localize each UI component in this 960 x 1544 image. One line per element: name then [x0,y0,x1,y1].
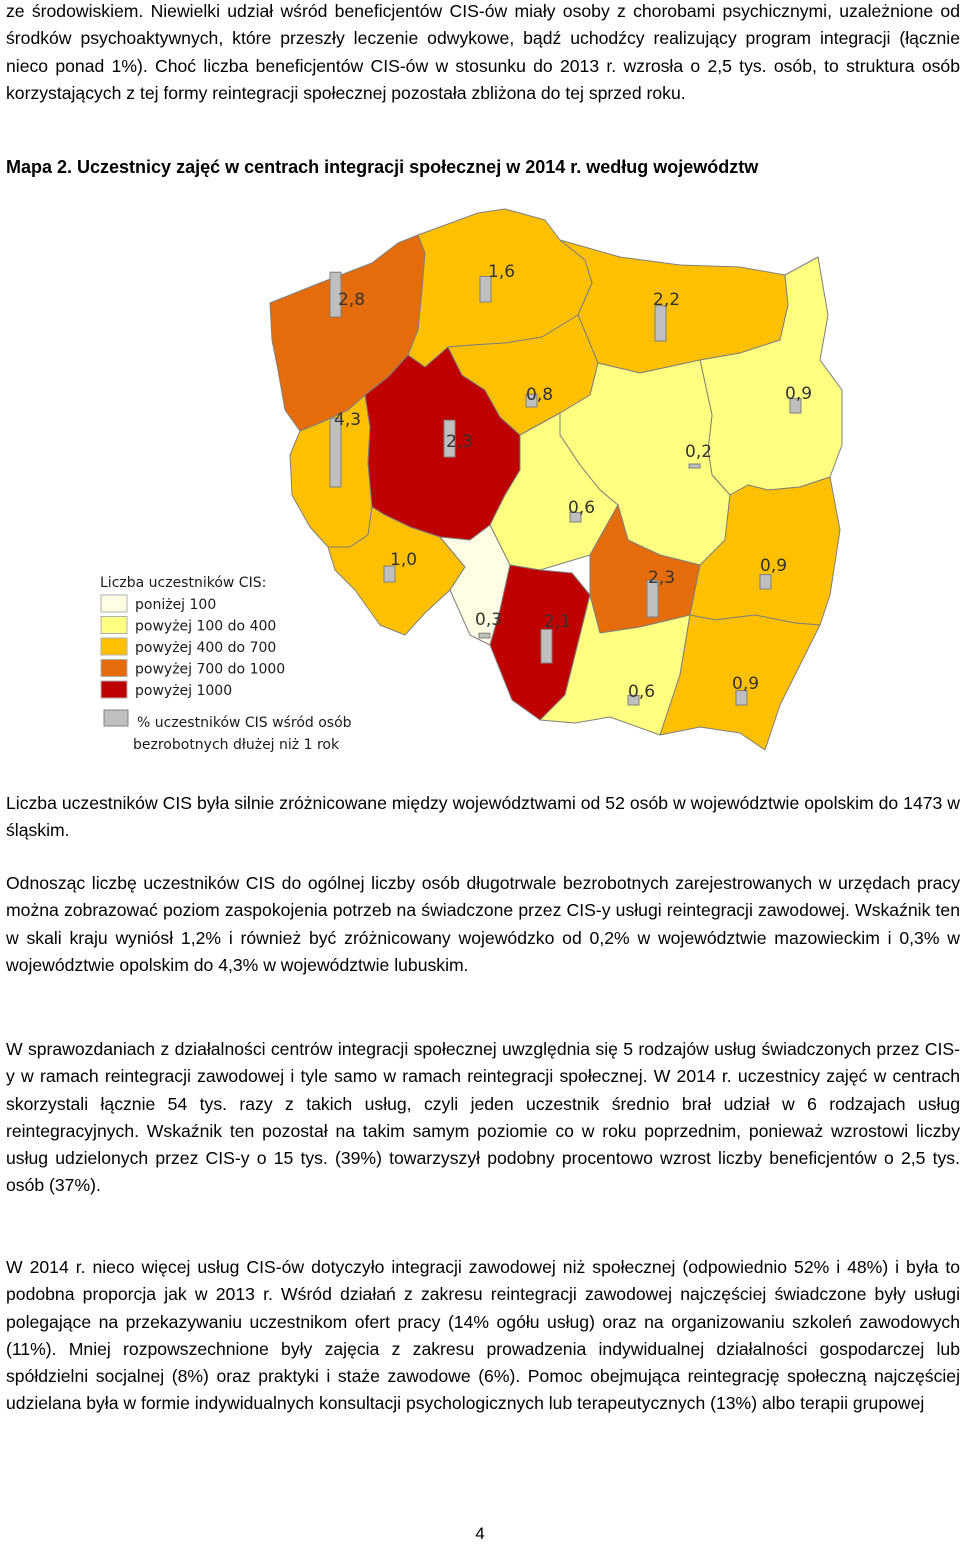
legend-swatch-4 [101,681,127,698]
label-pomorskie: 1,6 [488,262,516,282]
cis-participants-map [0,195,960,770]
legend [101,595,285,699]
legend-title: Liczba uczestników CIS: [100,575,267,591]
legend-label-1: powyżej 100 do 400 [135,618,277,635]
label-lubuskie: 4,3 [334,410,362,430]
paragraph-participants-range: Liczba uczestników CIS była silnie zróżnicowane między województwami od 52 osób w województwie opolskim do 1473 w śląskim. [6,793,960,841]
paragraph-services: W sprawozdaniach z działalności centrów integracji społecznej uwzględnia się 5 rodzajów usług świadczonych przez CIS-y w ramach reintegracji zawodowej i tyle samo w ramach reintegracji społecznej. W 2014 r. uczestnicy zajęć w centrach skorzystali łącznie 54 tys. razy z takich usług, czyli jeden uczestnik średnio brał udział w 6 rodzajach usług reintegracyjnych. Wskaźnik ten pozostał na takim samym poziomie co w roku poprzednim, ponieważ wzrostowi liczby usług udzielonych przez CIS-y o 15 tys. (39%) towarzyszył podobny procentowo wzrost liczby beneficjentów o 2,5 tys. osób (37%). [6,1039,960,1196]
legend-label-2: powyżej 400 do 700 [135,640,277,656]
paragraph-indicator: Odnosząc liczbę uczestników CIS do ogólnej liczby osób długotrwale bezrobotnych zarejestrowanych w urzędach pracy można zobrazować poziom zaspokojenia potrzeb na świadczone przez CIS-y usługi reintegracji zawodowej. Wskaźnik ten w skali kraju wyniósł 1,2% i również być zróżnicowany wojewódzko od 0,2% w województwie mazowieckim i 0,3% w województwie opolskim do 4,3% w województwie lubuskim. [6,873,960,975]
bar-mazowieckie [689,464,700,468]
legend-swatch-1 [101,617,127,634]
legend-swatch-0 [101,595,127,612]
label-kujawsko-pomorskie: 0,8 [526,385,554,405]
label-świętokrzyskie: 2,3 [648,568,676,588]
label-śląskie: 2,1 [544,612,572,632]
label-dolnośląskie: 1,0 [390,550,418,570]
bar-warmińsko-mazurskie [655,306,666,341]
label-lubelskie: 0,9 [760,556,788,576]
legend-swatch-2 [101,638,127,655]
legend-label-0: poniżej 100 [135,597,217,613]
bar-legend-swatch [104,710,128,726]
label-wielkopolskie: 2,3 [446,432,474,452]
label-zachodniopomorskie: 2,8 [338,290,366,310]
label-warmińsko-mazurskie: 2,2 [653,290,681,310]
label-małopolskie: 0,6 [628,682,656,702]
map-title: Mapa 2. Uczestnicy zajęć w centrach integracji społecznej w 2014 r. według województw [6,157,759,177]
paragraph-services-share: W 2014 r. nieco więcej usług CIS-ów dotyczyło integracji zawodowej niż społecznej (odpowiednio 52% i 48%) i była to podobna proporcja jak w 2013 r. Wśród działań z zakresu reintegracji zawodowej najczęściej świadczone były usługi polegające na przekazywaniu uczestnikom ofert pracy (14% ogółu usług) oraz na organizowaniu szkoleń zawodowych (11%). Mniej rozpowszechnione były zajęcia z zakresu prowadzenia indywidualnej działalności gospodarczej lub spółdzielni socjalnej (8%) oraz praktyki i staże zawodowe (6%). Pomoc obejmująca reintegrację społeczną najczęściej udzielana była w formie indywidualnych konsultacji psychologicznych lub terapeutycznych (13%) albo terapii grupowej [6,1257,960,1414]
bar-legend-line2: bezrobotnych dłużej niż 1 rok [133,737,340,753]
label-opolskie: 0,3 [475,610,503,630]
legend-label-4: powyżej 1000 [135,683,233,699]
label-łódzkie: 0,6 [568,498,596,518]
bar-opolskie [479,633,490,638]
intro-paragraph: ze środowiskiem. Niewielki udział wśród beneficjentów CIS-ów miały osoby z chorobami psychicznymi, uzależnione od środków psychoaktywnych, które przeszły leczenie odwykowe, bądź uchodźcy realizujący program integracji (łącznie nieco ponad 1%). Choć liczba beneficjentów CIS-ów w stosunku do 2013 r. wzrosła o 2,5 tys. osób, to struktura osób korzystających z tej formy reintegracji społecznej pozostała zbliżona do tej sprzed roku. [6,1,960,103]
bar-legend-line1: % uczestników CIS wśród osób [137,715,352,731]
label-mazowieckie: 0,2 [685,442,713,462]
legend-swatch-3 [101,660,127,677]
label-podkarpackie: 0,9 [732,674,760,694]
page-number: 4 [475,1524,485,1543]
legend-label-3: powyżej 700 do 1000 [135,661,286,678]
label-podlaskie: 0,9 [785,384,813,404]
bar-śląskie [541,629,552,663]
bar-lubelskie [760,575,771,589]
